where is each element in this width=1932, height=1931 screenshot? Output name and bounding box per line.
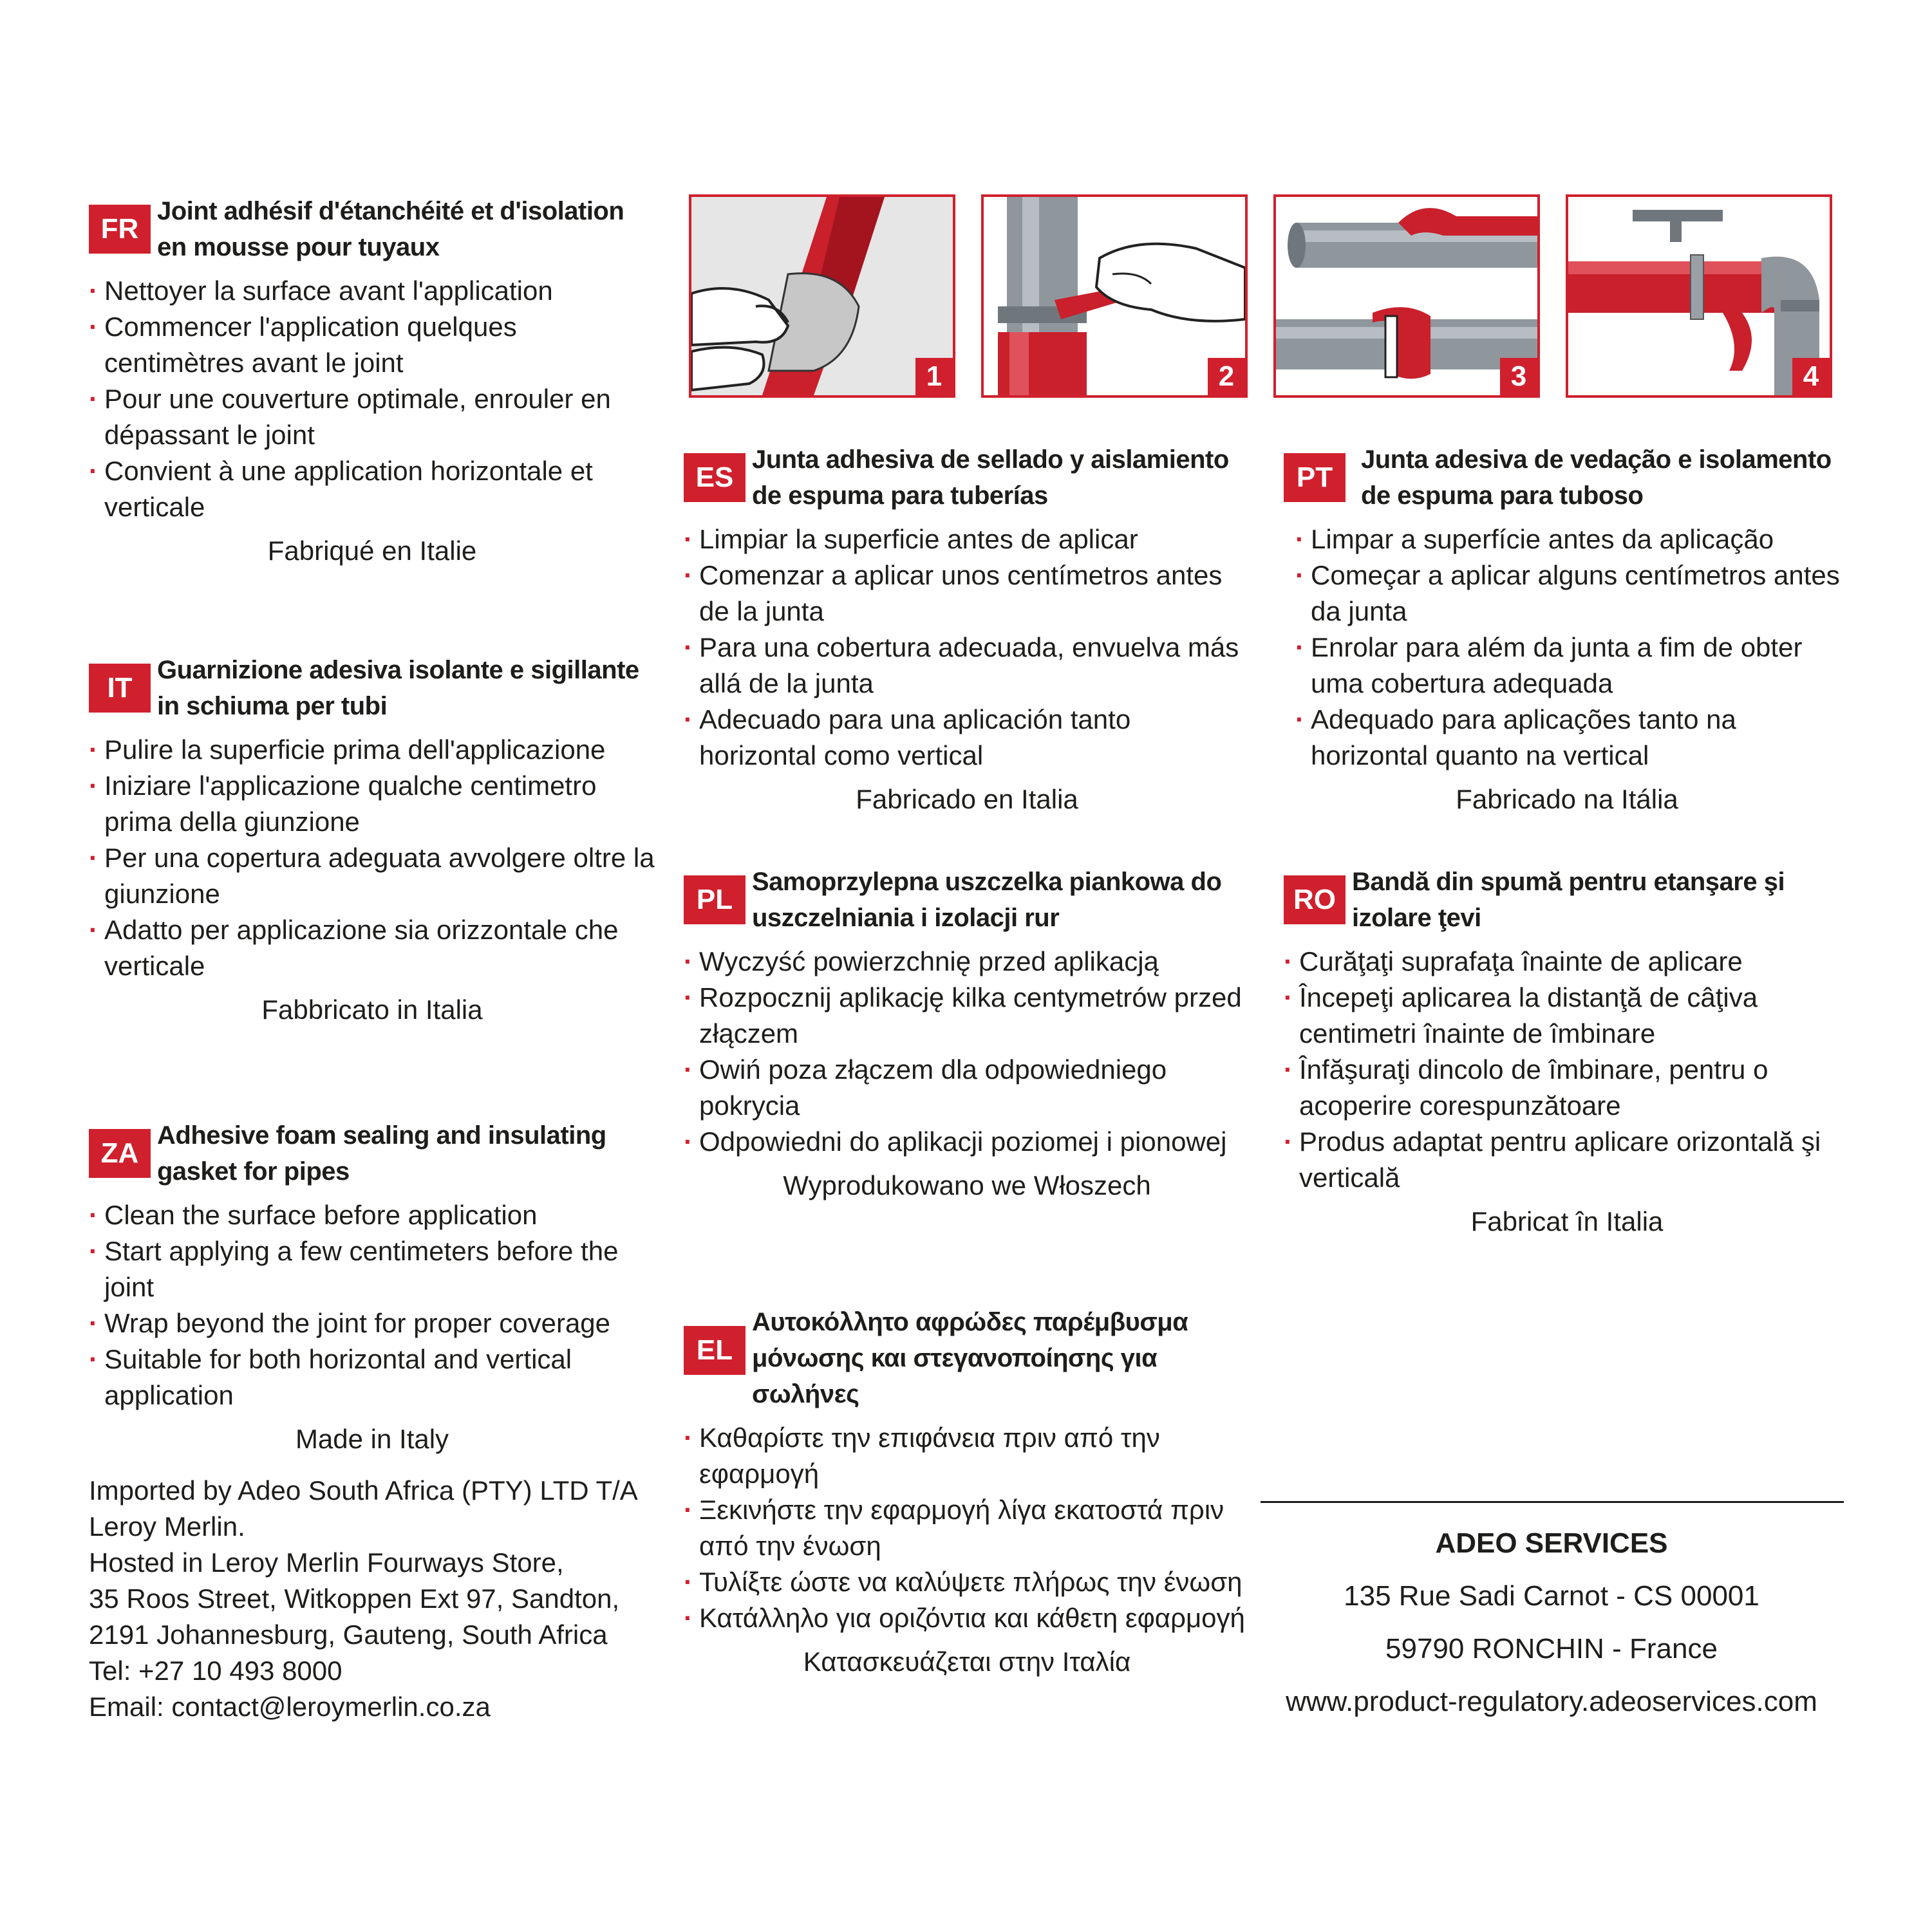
instruction-item: · Suitable for both horizontal and vertical application — [89, 1341, 655, 1413]
instruction-item: · Per una copertura adeguata avvolgere oltre la giunzione — [89, 840, 655, 912]
importer-email: Email: contact@leroymerlin.co.za — [89, 1692, 491, 1722]
instruction-item: · Ξεκινήστε την εφαρμογή λίγα εκατοστά πριν από την ένωση — [684, 1492, 1250, 1564]
instruction-list-fr — [89, 273, 655, 525]
language-badge-es: ES — [684, 453, 746, 502]
section-header — [1284, 864, 1850, 936]
section-el — [684, 1304, 1250, 1680]
section-title-it: Guarnizione adesiva isolante e sigillante in schiuma per tubi — [157, 656, 639, 720]
importer-line: 2191 Johannesburg, Gauteng, South Africa — [89, 1619, 608, 1650]
importer-line: Leroy Merlin. — [89, 1511, 245, 1542]
instruction-item: · Iniziare l'applicazione qualche centimetro prima della giunzione — [89, 768, 655, 840]
section-header — [89, 1117, 655, 1189]
instruction-item: · Wyczyść powierzchnię przed aplikacją — [684, 944, 1250, 980]
instruction-item: · Clean the surface before application — [89, 1197, 655, 1233]
instruction-list-ro — [1284, 944, 1850, 1196]
instruction-item: · Nettoyer la surface avant l'application — [89, 273, 655, 309]
step-illustration-2 — [981, 194, 1248, 398]
importer-info — [89, 1473, 655, 1725]
section-pt — [1284, 442, 1850, 817]
section-it — [89, 652, 655, 1028]
instruction-item: · Owiń poza złączem dla odpowiedniego pokrycia — [684, 1052, 1250, 1124]
section-title-ro: Bandă din spumă pentru etanşare şi izolare ţevi — [1352, 868, 1785, 932]
step-illustration-1 — [689, 194, 955, 398]
step-number: 2 — [1208, 358, 1245, 395]
instruction-item: · Pour une couverture optimale, enrouler en dépassant le joint — [89, 381, 655, 453]
instruction-item: · Înfăşuraţi dincolo de îmbinare, pentru o acoperire corespunzătoare — [1284, 1052, 1850, 1124]
section-ro — [1284, 864, 1850, 1240]
language-badge-pt: PT — [1284, 453, 1346, 502]
horizontal-pipe-wrap-illustration — [1276, 197, 1537, 395]
made-in-pt: Fabricado na Itália — [1456, 784, 1678, 814]
section-header — [684, 442, 1250, 514]
made-in-za: Made in Italy — [295, 1424, 449, 1454]
step-number: 1 — [915, 358, 953, 395]
instruction-list-pl — [684, 944, 1250, 1160]
step-illustration-3 — [1273, 194, 1540, 398]
section-title-es: Junta adhesiva de sellado y aislamiento de espuma para tuberías — [752, 445, 1229, 510]
section-header — [1284, 442, 1850, 514]
made-in-it: Fabbricato in Italia — [261, 994, 483, 1025]
importer-line: Imported by Adeo South Africa (PTY) LTD T/A — [89, 1475, 638, 1506]
instruction-item: · Começar a aplicar alguns centímetros antes da junta — [1295, 557, 1850, 630]
instruction-item: · Rozpocznij aplikację kilka centymetrów przed złączem — [684, 980, 1250, 1052]
section-title-pt: Junta adesiva de vedação e isolamento de espuma para tuboso — [1361, 445, 1832, 510]
instruction-item: · Convient à une application horizontale et verticale — [89, 453, 655, 525]
instruction-item: · Para una cobertura adecuada, envuelva más allá de la junta — [684, 630, 1250, 702]
language-badge-pl: PL — [684, 875, 746, 924]
instruction-item: · Pulire la superficie prima dell'applicazione — [89, 732, 655, 768]
instruction-item: · Produs adaptat pentru aplicare orizontală şi verticală — [1284, 1124, 1850, 1196]
instruction-item: · Commencer l'application quelques centimètres avant le joint — [89, 309, 655, 381]
instruction-item: · Adecuado para una aplicación tanto horizontal como vertical — [684, 702, 1250, 774]
address-street: 135 Rue Sadi Carnot - CS 00001 — [1344, 1580, 1759, 1612]
made-in-pl: Wyprodukowano we Włoszech — [783, 1170, 1151, 1200]
section-title-el: Αυτοκόλλητο αφρώδες παρέμβυσμα μόνωσης και στεγανοποίησης για σωλήνες — [752, 1308, 1188, 1408]
instruction-item: · Limpiar la superficie antes de aplicar — [684, 521, 1250, 557]
instruction-item: · Wrap beyond the joint for proper coverage — [89, 1305, 655, 1341]
language-badge-el: EL — [684, 1326, 746, 1375]
instruction-list-es — [684, 521, 1250, 774]
made-in-fr: Fabriqué en Italie — [267, 536, 477, 566]
section-title-pl: Samoprzylepna uszczelka piankowa do uszczelniania i izolacji rur — [752, 868, 1222, 932]
instruction-item: · Limpar a superfície antes da aplicação — [1295, 521, 1850, 557]
section-header — [89, 193, 655, 265]
peel-backing-illustration — [691, 197, 953, 395]
language-badge-fr: FR — [89, 205, 151, 254]
instruction-list-it — [89, 732, 655, 984]
language-badge-it: IT — [89, 664, 151, 713]
made-in-es: Fabricado en Italia — [856, 784, 1078, 814]
instruction-item: · Comenzar a aplicar unos centímetros antes de la junta — [684, 557, 1250, 630]
section-fr — [89, 193, 655, 569]
made-in-el: Κατασκευάζεται στην Ιταλία — [803, 1646, 1131, 1677]
section-header — [684, 1304, 1250, 1412]
instruction-item: · Adequado para aplicações tanto na horizontal quanto na vertical — [1295, 702, 1850, 774]
instruction-item: · Καθαρίστε την επιφάνεια πριν από την εφαρμογή — [684, 1420, 1250, 1492]
instruction-item: · Κατάλληλο για οριζόντια και κάθετη εφαρμογή — [684, 1600, 1250, 1636]
instruction-list-pt — [1295, 521, 1850, 774]
section-es — [684, 442, 1250, 817]
importer-line: Hosted in Leroy Merlin Fourways Store, — [89, 1547, 564, 1578]
tap-pipe-wrapped-illustration — [1568, 197, 1830, 395]
step-number: 4 — [1792, 358, 1830, 395]
language-badge-za: ZA — [89, 1129, 151, 1178]
vertical-pipe-wrap-illustration — [984, 197, 1245, 395]
section-pl — [684, 864, 1250, 1204]
language-badge-ro: RO — [1284, 875, 1346, 924]
website-link[interactable]: www.product-regulatory.adeoservices.com — [1286, 1686, 1817, 1717]
instruction-list-el — [684, 1420, 1250, 1636]
instruction-item: · Adatto per applicazione sia orizzontale che verticale — [89, 912, 655, 984]
importer-line: Tel: +27 10 493 8000 — [89, 1656, 342, 1686]
instruction-item: · Start applying a few centimeters before the joint — [89, 1233, 655, 1305]
section-title-fr: Joint adhésif d'étanchéité et d'isolation en mousse pour tuyaux — [157, 197, 624, 261]
instruction-item: · Curăţaţi suprafaţa înainte de aplicare — [1284, 944, 1850, 980]
company-name: ADEO SERVICES — [1435, 1527, 1668, 1559]
instruction-item: · Enrolar para além da junta a fim de obter uma cobertura adequada — [1295, 630, 1850, 702]
instruction-item: · Τυλίξτε ώστε να καλύψετε πλήρως την ένωση — [684, 1564, 1250, 1600]
address-divider — [1261, 1501, 1844, 1503]
step-number: 3 — [1500, 358, 1537, 395]
section-header — [89, 652, 655, 724]
instruction-item: · Odpowiedni do aplikacji poziomej i pionowej — [684, 1124, 1250, 1160]
instruction-list-za — [89, 1197, 655, 1413]
made-in-ro: Fabricat în Italia — [1470, 1206, 1664, 1236]
instruction-item: · Începeţi aplicarea la distanţă de câţiva centimetri înainte de îmbinare — [1284, 980, 1850, 1052]
step-illustration-4 — [1566, 194, 1832, 398]
section-za — [89, 1117, 655, 1457]
importer-line: 35 Roos Street, Witkoppen Ext 97, Sandton, — [89, 1583, 620, 1614]
section-title-za: Adhesive foam sealing and insulating gasket for pipes — [157, 1121, 606, 1186]
section-header — [684, 864, 1250, 936]
address-city: 59790 RONCHIN - France — [1385, 1633, 1718, 1665]
